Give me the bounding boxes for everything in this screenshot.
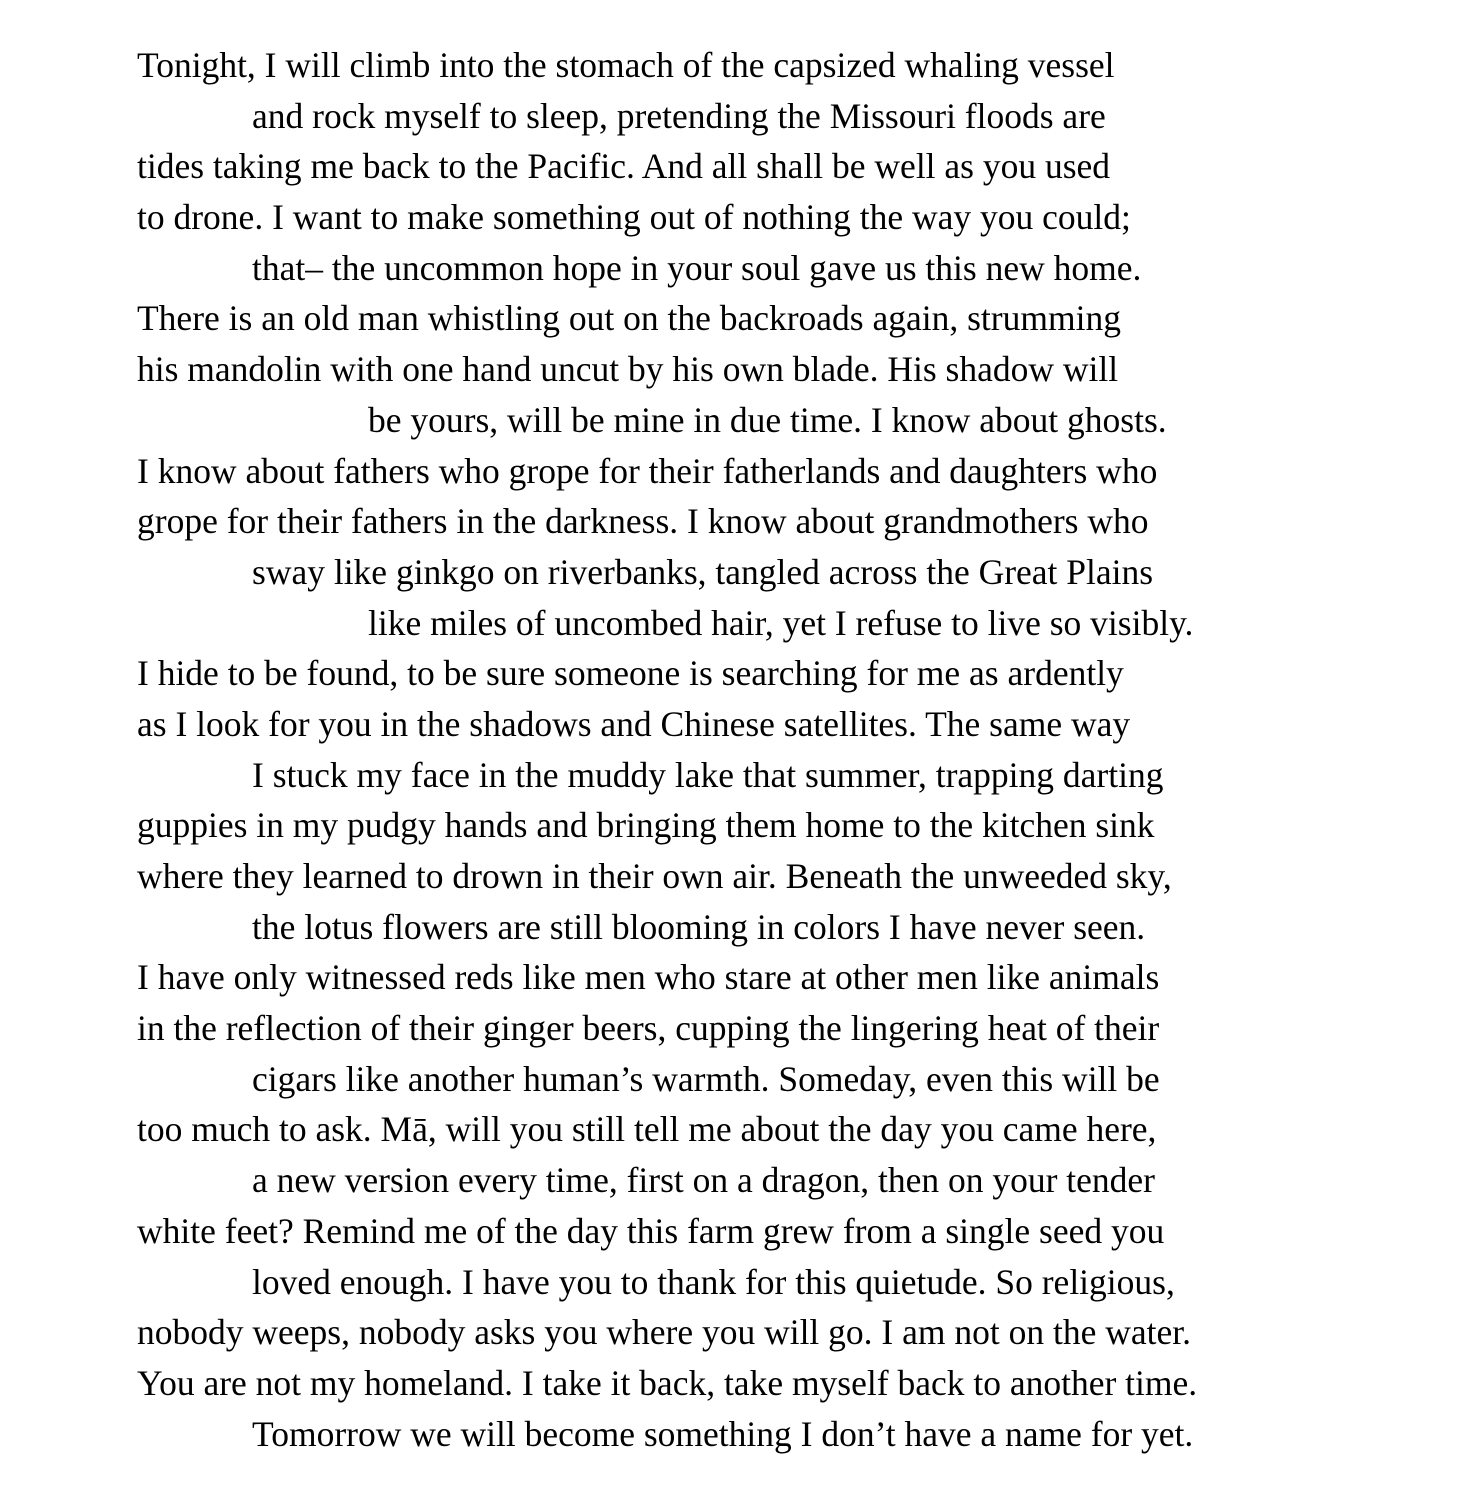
poem-line-22: too much to ask. Mā, will you still tell me about the day you came here,: [137, 1109, 1157, 1150]
poem-line-16: guppies in my pudgy hands and bringing them home to the kitchen sink: [137, 805, 1155, 846]
poem-line-26: nobody weeps, nobody asks you where you will go. I am not on the water.: [137, 1312, 1191, 1353]
poem-line-12: like miles of uncombed hair, yet I refuse to live so visibly.: [368, 602, 1194, 643]
poem-line-3: tides taking me back to the Pacific. And all shall be well as you used: [137, 146, 1111, 187]
poem-line-28: Tomorrow we will become something I don’t have a name for yet.: [252, 1413, 1194, 1454]
poem-body: [137, 40, 1437, 1459]
poem-line-20: in the reflection of their ginger beers, cupping the lingering heat of their: [137, 1008, 1160, 1049]
poem-line-5: that– the uncommon hope in your soul gave us this new home.: [252, 247, 1142, 288]
poem-line-15: I stuck my face in the muddy lake that summer, trapping darting: [252, 754, 1164, 795]
poem-line-1: Tonight, I will climb into the stomach of the capsized whaling vessel: [137, 45, 1115, 85]
poem-line-17: where they learned to drown in their own air. Beneath the unweeded sky,: [137, 856, 1172, 896]
poem-line-9: I know about fathers who grope for their fatherlands and daughters who: [137, 450, 1158, 491]
poem-line-24: white feet? Remind me of the day this farm grew from a single seed you: [137, 1210, 1165, 1251]
poem-line-25: loved enough. I have you to thank for this quietude. So religious,: [252, 1261, 1175, 1302]
poem-line-13: I hide to be found, to be sure someone is searching for me as ardently: [137, 653, 1124, 694]
poem-line-14: as I look for you in the shadows and Chinese satellites. The same way: [137, 703, 1131, 744]
poem-line-10: grope for their fathers in the darkness. I know about grandmothers who: [137, 501, 1149, 542]
poem-line-21: cigars like another human’s warmth. Someday, even this will be: [252, 1058, 1160, 1099]
poem-line-11: sway like ginkgo on riverbanks, tangled across the Great Plains: [252, 551, 1154, 592]
poem-line-7: his mandolin with one hand uncut by his own blade. His shadow will: [137, 349, 1119, 390]
poem-line-23: a new version every time, first on a dragon, then on your tender: [252, 1160, 1155, 1201]
poem-line-8: be yours, will be mine in due time. I know about ghosts.: [368, 399, 1167, 440]
poem-line-18: the lotus flowers are still blooming in colors I have never seen.: [252, 906, 1146, 947]
poem-line-6: There is an old man whistling out on the backroads again, strumming: [137, 298, 1121, 339]
poem-line-19: I have only witnessed reds like men who stare at other men like animals: [137, 957, 1160, 998]
poem-line-27: You are not my homeland. I take it back, take myself back to another time.: [137, 1362, 1198, 1403]
poem-line-4: to drone. I want to make something out of nothing the way you could;: [137, 197, 1131, 238]
poem-line-2: and rock myself to sleep, pretending the Missouri floods are: [252, 95, 1106, 136]
